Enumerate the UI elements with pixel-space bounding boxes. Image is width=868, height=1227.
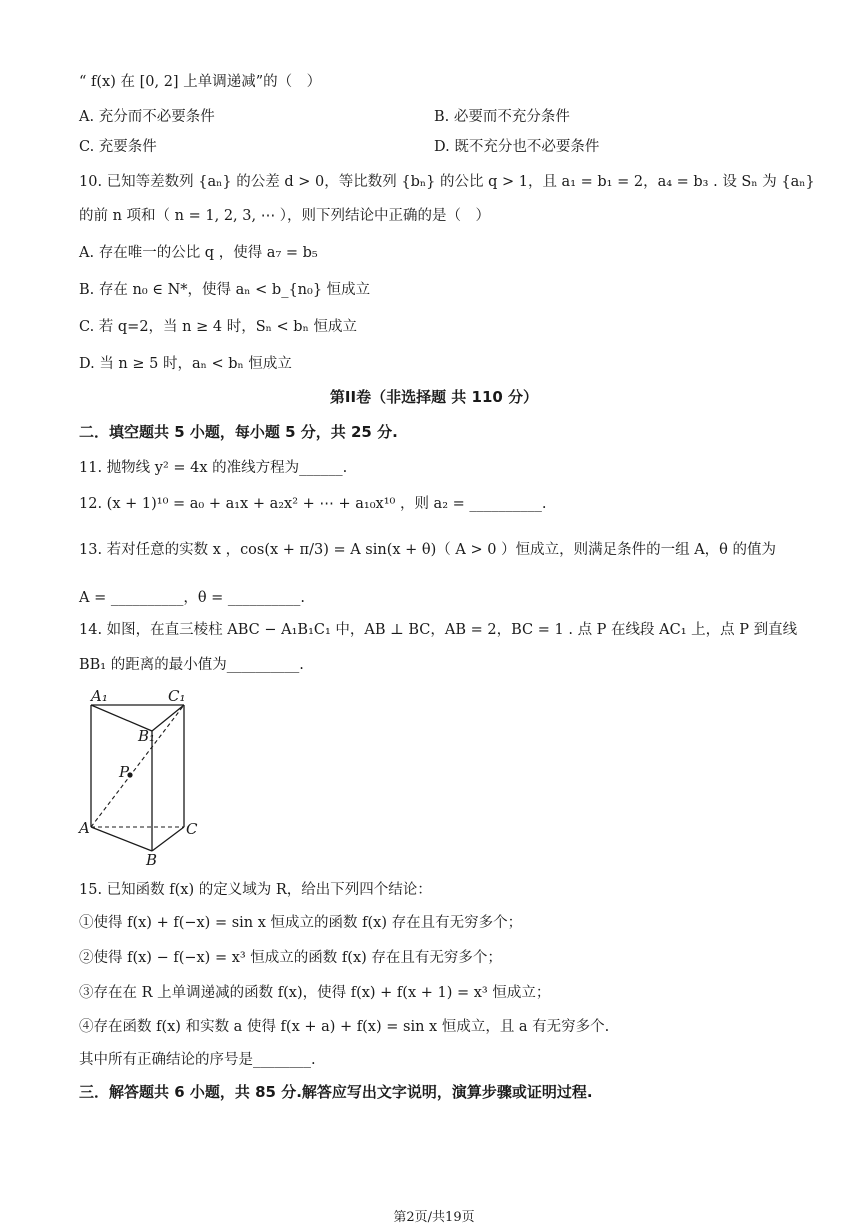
q15-statement-4: ④存在函数 f(x) 和实数 a 使得 f(x + a) + f(x) = sin x 恒成立，且 a 有无穷多个.: [79, 1019, 610, 1035]
q10-stem-line1: 10. 已知等差数列 {aₙ} 的公差 d > 0，等比数列 {bₙ} 的公比 q > 1，且 a₁ = b₁ = 2，a₄ = b₃ . 设 Sₙ 为 {aₙ}: [79, 174, 815, 190]
q10-option-b: B. 存在 n₀ ∈ N*，使得 aₙ < b_{n₀} 恒成立: [79, 282, 371, 298]
q9-option-d: D. 既不充分也不必要条件: [434, 139, 600, 155]
label-c: C: [186, 820, 198, 838]
section-answer-heading: 三．解答题共 6 小题，共 85 分.解答应写出文字说明，演算步骤或证明过程.: [79, 1083, 593, 1101]
q14-stem-line1: 14. 如图，在直三棱柱 ABC − A₁B₁C₁ 中，AB ⊥ BC，AB = 2，BC = 1 . 点 P 在线段 AC₁ 上，点 P 到直线: [79, 622, 798, 638]
section-volume-2-heading: 第II卷（非选择题 共 110 分）: [329, 388, 539, 406]
label-b: B: [146, 851, 158, 868]
q15-answer-prompt: 其中所有正确结论的序号是________.: [79, 1052, 316, 1068]
q9-stem-tail: “ f(x) 在 [0, 2] 上单调递减”的（ ）: [79, 74, 322, 90]
q13-stem: 13. 若对任意的实数 x ，cos(x + π/3) = A sin(x + θ)（ A > 0 ）恒成立，则满足条件的一组 A，θ 的值为: [79, 542, 777, 558]
q10-option-c: C. 若 q=2，当 n ≥ 4 时，Sₙ < bₙ 恒成立: [79, 319, 357, 335]
q13-answer-blanks: A = __________，θ = __________.: [79, 590, 306, 606]
q15-statement-2: ②使得 f(x) − f(−x) = x³ 恒成立的函数 f(x) 存在且有无穷多个；: [79, 950, 502, 966]
label-a: A: [79, 819, 90, 837]
label-c1: C₁: [168, 687, 186, 705]
q10-option-d: D. 当 n ≥ 5 时，aₙ < bₙ 恒成立: [79, 356, 292, 372]
label-b1: B₁: [138, 727, 156, 745]
q12-stem: 12. (x + 1)¹⁰ = a₀ + a₁x + a₂x² + ⋯ + a₁₀x¹⁰ ，则 a₂ = __________.: [79, 496, 547, 512]
q9-option-a: A. 充分而不必要条件: [79, 109, 215, 125]
q14-stem-line2: BB₁ 的距离的最小值为__________.: [79, 657, 304, 673]
q15-statement-1: ①使得 f(x) + f(−x) = sin x 恒成立的函数 f(x) 存在且有无穷多个；: [79, 915, 523, 931]
q11-stem: 11. 抛物线 y² = 4x 的准线方程为______.: [79, 460, 348, 476]
label-a1: A₁: [91, 687, 108, 705]
section-fill-blank-heading: 二．填空题共 5 小题，每小题 5 分，共 25 分.: [79, 423, 398, 441]
q15-statement-3: ③存在在 R 上单调递减的函数 f(x)，使得 f(x) + f(x + 1) = x³ 恒成立；: [79, 985, 551, 1001]
page-footer: 第2页/共19页: [393, 1210, 475, 1225]
q15-stem: 15. 已知函数 f(x) 的定义域为 R，给出下列四个结论：: [79, 882, 432, 898]
prism-figure: [76, 683, 206, 868]
q9-option-c: C. 充要条件: [79, 139, 157, 155]
q9-option-b: B. 必要而不充分条件: [434, 109, 570, 125]
q10-option-a: A. 存在唯一的公比 q ，使得 a₇ = b₅: [79, 245, 318, 261]
label-p: P: [119, 763, 130, 781]
q10-stem-line2: 的前 n 项和（ n = 1, 2, 3, ⋯ ），则下列结论中正确的是（ ）: [79, 208, 491, 224]
